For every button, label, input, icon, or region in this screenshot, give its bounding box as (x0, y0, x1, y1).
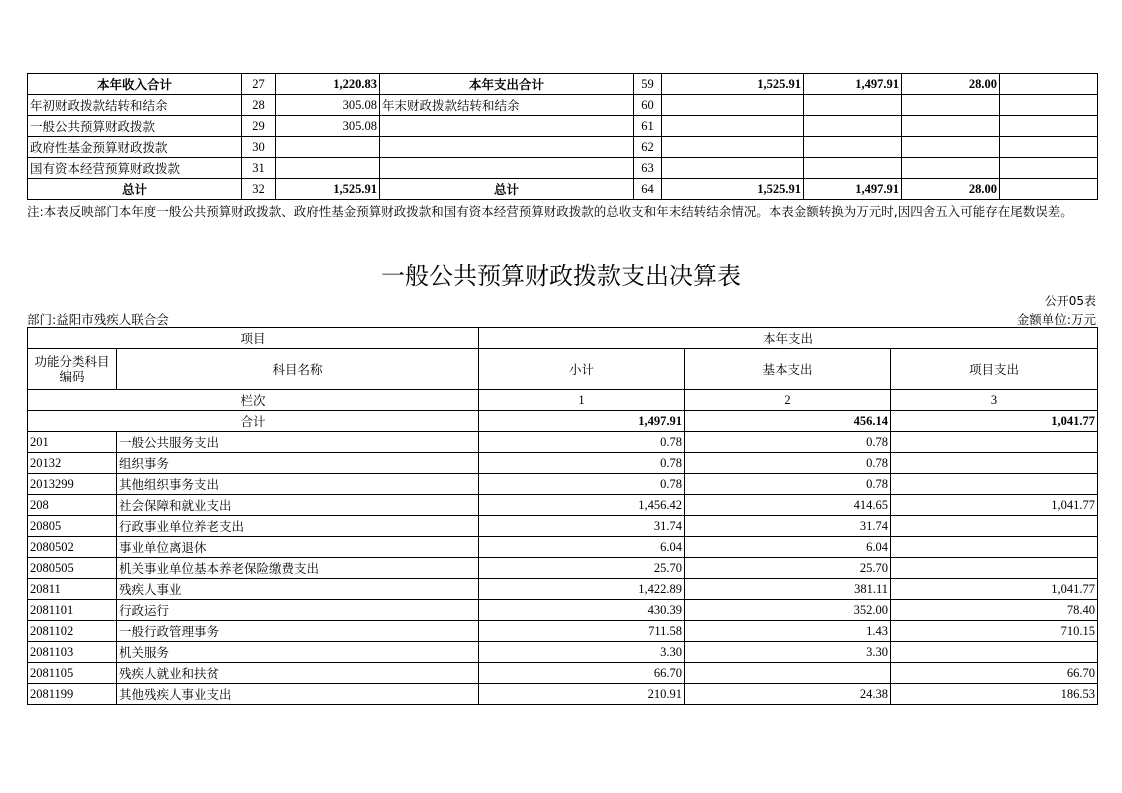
expense-label: 本年支出合计 (380, 74, 634, 95)
table-row (28, 621, 1098, 642)
subject-code: 2081103 (28, 642, 117, 663)
subject-name: 一般行政管理事务 (117, 621, 479, 642)
expense-line-number: 63 (634, 158, 662, 179)
summary-row (28, 116, 1098, 137)
table-row (28, 432, 1098, 453)
subtotal-amount: 0.78 (479, 432, 685, 453)
project-expense-amount (891, 516, 1098, 537)
expense-line-number: 60 (634, 95, 662, 116)
expense-line-number: 62 (634, 137, 662, 158)
table-row (28, 558, 1098, 579)
income-line-number: 30 (242, 137, 276, 158)
page-title: 一般公共预算财政拨款支出决算表 (381, 262, 741, 290)
project-expense-amount (891, 558, 1098, 579)
subject-name: 其他残疾人事业支出 (117, 684, 479, 705)
expense-total-amount (662, 95, 804, 116)
income-amount: 305.08 (276, 116, 380, 137)
expense-total-amount (662, 137, 804, 158)
expense-project-amount: 28.00 (902, 179, 1000, 200)
expense-other-amount (1000, 95, 1098, 116)
expense-line-number: 59 (634, 74, 662, 95)
basic-expense-amount: 24.38 (685, 684, 891, 705)
income-line-number: 29 (242, 116, 276, 137)
header-item: 项目 (28, 328, 479, 349)
project-expense-amount (891, 474, 1098, 495)
income-line-number: 28 (242, 95, 276, 116)
expense-table (27, 327, 1098, 705)
income-amount (276, 158, 380, 179)
expense-basic-amount (804, 137, 902, 158)
subtotal-amount: 66.70 (479, 663, 685, 684)
basic-expense-amount: 0.78 (685, 474, 891, 495)
header-name: 科目名称 (117, 349, 479, 390)
income-line-number: 27 (242, 74, 276, 95)
expense-label (380, 158, 634, 179)
expense-project-amount (902, 158, 1000, 179)
expense-label (380, 116, 634, 137)
header-row-2 (28, 349, 1098, 390)
income-amount: 305.08 (276, 95, 380, 116)
expense-project-amount (902, 95, 1000, 116)
form-number: 公开05表 (1044, 294, 1096, 308)
subject-name: 机关事业单位基本养老保险缴费支出 (117, 558, 479, 579)
subtotal-amount: 430.39 (479, 600, 685, 621)
column-number-label: 栏次 (28, 390, 479, 411)
subtotal-amount: 25.70 (479, 558, 685, 579)
subtotal-amount: 1,456.42 (479, 495, 685, 516)
subtotal-amount: 210.91 (479, 684, 685, 705)
subject-name: 社会保障和就业支出 (117, 495, 479, 516)
basic-expense-amount: 352.00 (685, 600, 891, 621)
expense-basic-amount (804, 158, 902, 179)
expense-total-amount (662, 158, 804, 179)
column-number-row (28, 390, 1098, 411)
income-expense-summary-table (27, 73, 1098, 200)
summary-row (28, 74, 1098, 95)
income-line-number: 31 (242, 158, 276, 179)
summary-row (28, 137, 1098, 158)
subtotal-amount: 6.04 (479, 537, 685, 558)
header-subtotal: 小计 (479, 349, 685, 390)
table-row (28, 600, 1098, 621)
project-expense-amount: 710.15 (891, 621, 1098, 642)
unit-label: 金额单位:万元 (1016, 312, 1096, 327)
expense-table-body (28, 328, 1098, 705)
expense-total-amount (662, 116, 804, 137)
header-row-1 (28, 328, 1098, 349)
header-project: 项目支出 (891, 349, 1098, 390)
income-amount: 1,525.91 (276, 179, 380, 200)
subtotal-amount: 711.58 (479, 621, 685, 642)
summary-row (28, 95, 1098, 116)
basic-expense-amount (685, 663, 891, 684)
subject-name: 其他组织事务支出 (117, 474, 479, 495)
expense-line-number: 61 (634, 116, 662, 137)
table-row (28, 453, 1098, 474)
basic-expense-amount: 1.43 (685, 621, 891, 642)
expense-total-amount: 1,525.91 (662, 74, 804, 95)
basic-expense-amount: 414.65 (685, 495, 891, 516)
table-row (28, 663, 1098, 684)
expense-other-amount (1000, 74, 1098, 95)
header-code: 功能分类科目编码 (28, 349, 117, 390)
expense-label (380, 137, 634, 158)
basic-expense-amount: 25.70 (685, 558, 891, 579)
subject-name: 一般公共服务支出 (117, 432, 479, 453)
expense-other-amount (1000, 116, 1098, 137)
subtotal-amount: 31.74 (479, 516, 685, 537)
table-row (28, 642, 1098, 663)
project-expense-amount (891, 432, 1098, 453)
subject-code: 2081102 (28, 621, 117, 642)
basic-expense-amount: 0.78 (685, 432, 891, 453)
table-row (28, 495, 1098, 516)
income-label: 国有资本经营预算财政拨款 (28, 158, 242, 179)
expense-basic-amount (804, 95, 902, 116)
department-label: 部门:益阳市残疾人联合会 (27, 312, 169, 327)
subject-name: 事业单位离退休 (117, 537, 479, 558)
expense-basic-amount (804, 116, 902, 137)
summary-table-body (28, 74, 1098, 200)
expense-project-amount (902, 116, 1000, 137)
expense-line-number: 64 (634, 179, 662, 200)
summary-row (28, 158, 1098, 179)
total-basic: 456.14 (685, 411, 891, 432)
subject-code: 201 (28, 432, 117, 453)
header-basic: 基本支出 (685, 349, 891, 390)
expense-other-amount (1000, 137, 1098, 158)
table-row (28, 537, 1098, 558)
column-number-2: 2 (685, 390, 891, 411)
subject-code: 2081101 (28, 600, 117, 621)
subject-code: 20132 (28, 453, 117, 474)
total-row (28, 411, 1098, 432)
income-label: 本年收入合计 (28, 74, 242, 95)
total-label: 合计 (28, 411, 479, 432)
subtotal-amount: 3.30 (479, 642, 685, 663)
subject-code: 2013299 (28, 474, 117, 495)
income-label: 年初财政拨款结转和结余 (28, 95, 242, 116)
subject-code: 208 (28, 495, 117, 516)
total-project: 1,041.77 (891, 411, 1098, 432)
subject-name: 行政事业单位养老支出 (117, 516, 479, 537)
subject-code: 2081199 (28, 684, 117, 705)
column-number-3: 3 (891, 390, 1098, 411)
basic-expense-amount: 3.30 (685, 642, 891, 663)
income-amount: 1,220.83 (276, 74, 380, 95)
table-note: 注:本表反映部门本年度一般公共预算财政拨款、政府性基金预算财政拨款和国有资本经营预算财政拨款的总收支和年末结转结余情况。本表金额转换为万元时,因四舍五入可能存在尾数误差。 (27, 204, 1073, 219)
table-row (28, 579, 1098, 600)
income-label: 一般公共预算财政拨款 (28, 116, 242, 137)
subtotal-amount: 0.78 (479, 474, 685, 495)
project-expense-amount: 66.70 (891, 663, 1098, 684)
subject-code: 2080502 (28, 537, 117, 558)
subject-name: 组织事务 (117, 453, 479, 474)
table-row (28, 684, 1098, 705)
subject-name: 机关服务 (117, 642, 479, 663)
expense-total-amount: 1,525.91 (662, 179, 804, 200)
subject-code: 20805 (28, 516, 117, 537)
project-expense-amount (891, 537, 1098, 558)
project-expense-amount: 1,041.77 (891, 495, 1098, 516)
project-expense-amount: 186.53 (891, 684, 1098, 705)
table-row (28, 474, 1098, 495)
subject-code: 2081105 (28, 663, 117, 684)
income-line-number: 32 (242, 179, 276, 200)
expense-project-amount (902, 137, 1000, 158)
table-row (28, 516, 1098, 537)
expense-other-amount (1000, 179, 1098, 200)
expense-label: 总计 (380, 179, 634, 200)
subject-name: 残疾人就业和扶贫 (117, 663, 479, 684)
total-subtotal: 1,497.91 (479, 411, 685, 432)
income-label: 政府性基金预算财政拨款 (28, 137, 242, 158)
income-label: 总计 (28, 179, 242, 200)
subject-code: 2080505 (28, 558, 117, 579)
subtotal-amount: 0.78 (479, 453, 685, 474)
basic-expense-amount: 31.74 (685, 516, 891, 537)
expense-other-amount (1000, 158, 1098, 179)
subject-code: 20811 (28, 579, 117, 600)
expense-project-amount: 28.00 (902, 74, 1000, 95)
expense-basic-amount: 1,497.91 (804, 179, 902, 200)
expense-label: 年末财政拨款结转和结余 (380, 95, 634, 116)
expense-basic-amount: 1,497.91 (804, 74, 902, 95)
project-expense-amount: 1,041.77 (891, 579, 1098, 600)
subtotal-amount: 1,422.89 (479, 579, 685, 600)
income-amount (276, 137, 380, 158)
project-expense-amount (891, 642, 1098, 663)
subject-name: 残疾人事业 (117, 579, 479, 600)
basic-expense-amount: 6.04 (685, 537, 891, 558)
project-expense-amount: 78.40 (891, 600, 1098, 621)
header-current-year-expense: 本年支出 (479, 328, 1098, 349)
subject-name: 行政运行 (117, 600, 479, 621)
basic-expense-amount: 0.78 (685, 453, 891, 474)
basic-expense-amount: 381.11 (685, 579, 891, 600)
project-expense-amount (891, 453, 1098, 474)
summary-row (28, 179, 1098, 200)
column-number-1: 1 (479, 390, 685, 411)
